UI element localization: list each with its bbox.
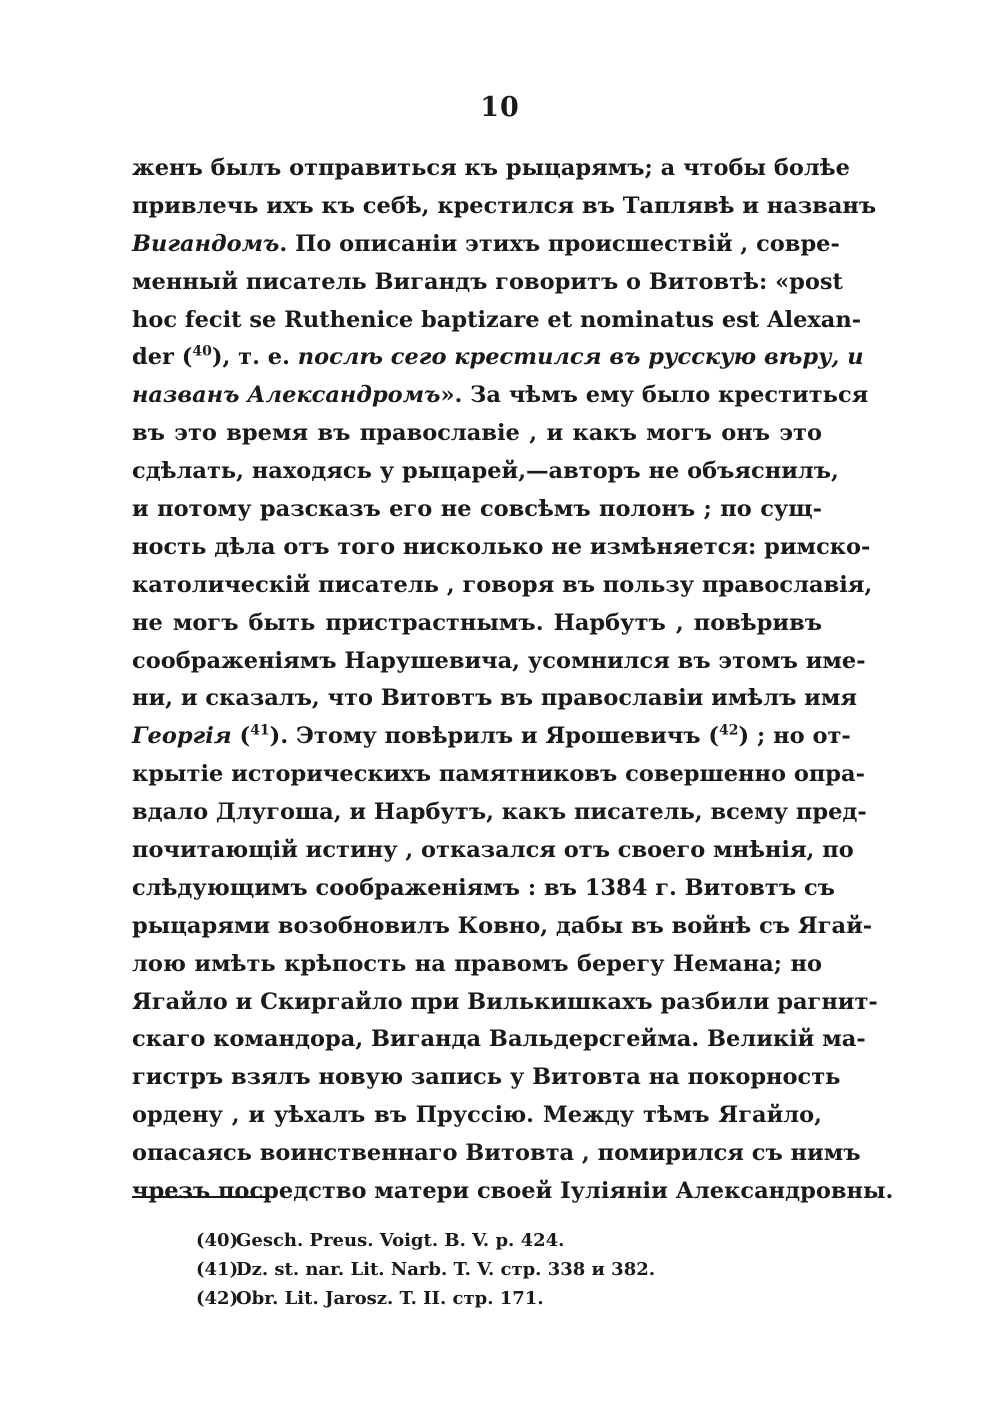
footnote-mark: (41) bbox=[196, 1259, 239, 1280]
footnote-mark: (42) bbox=[196, 1288, 239, 1309]
text-line: лою имѣть крѣпость на правомъ берегу Немана; но bbox=[132, 950, 822, 977]
text-line: соображеніямъ Нарушевича, усомнился въ этомъ име- bbox=[132, 647, 866, 674]
italic-text: Георгія bbox=[132, 723, 232, 750]
text-line: почитающій истину , отказался отъ своего мнѣнія, по bbox=[132, 837, 854, 864]
page-number: 10 bbox=[480, 92, 520, 123]
footnote-text: Gesch. Preus. Voigt. B. V. p. 424. bbox=[236, 1230, 565, 1251]
text-line bbox=[132, 226, 840, 264]
text-line: привлечь ихъ къ себѣ, крестился въ Таплявѣ и названъ bbox=[132, 192, 877, 219]
footnote-ref: 42 bbox=[719, 722, 739, 739]
italic-text: названъ Александромъ bbox=[132, 382, 441, 409]
text-span: ( bbox=[231, 723, 251, 750]
text-line: чрезъ посредство матери своей Іуліяніи Александровны. bbox=[132, 1178, 894, 1205]
text-span: ). Этому повѣрилъ и Ярошевичъ ( bbox=[269, 723, 720, 750]
text-line: менный писатель Вигандъ говоритъ о Витовтѣ: «post bbox=[132, 268, 843, 295]
text-line: hoc fecit se Ruthenice baptizare et nominatus est Alexan- bbox=[132, 306, 862, 333]
text-span: ». За чѣмъ ему было креститься bbox=[440, 382, 869, 409]
footnotes bbox=[196, 1226, 756, 1313]
footnote bbox=[196, 1226, 756, 1255]
text-line: рыцарями возобновилъ Ковно, дабы въ войнѣ съ Ягай- bbox=[132, 912, 873, 939]
footnote-ref: 41 bbox=[250, 722, 270, 739]
text-line: крытіе историческихъ памятниковъ совершенно опра- bbox=[132, 761, 865, 788]
italic-text: послѣ сего крестился въ русскую вѣру, и bbox=[297, 344, 864, 371]
text-line: ордену , и уѣхалъ въ Пруссію. Между тѣмъ Ягайло, bbox=[132, 1102, 822, 1129]
footnote-mark: (40) bbox=[196, 1230, 239, 1251]
text-line: и потому разсказъ его не совсѣмъ полонъ ; по сущ- bbox=[132, 496, 822, 523]
text-line: католическій писатель , говоря въ пользу православія, bbox=[132, 571, 873, 598]
footnote-text: Obr. Lit. Jarosz. T. II. стр. 171. bbox=[236, 1288, 544, 1309]
text-line: не могъ быть пристрастнымъ. Нарбутъ , повѣривъ bbox=[132, 609, 822, 636]
text-line bbox=[132, 339, 864, 377]
text-line: гистръ взялъ новую запись у Витовта на покорность bbox=[132, 1064, 841, 1091]
text-span: ), т. е. bbox=[211, 344, 298, 371]
text-line: опасаясь воинственнаго Витовта , помирился съ нимъ bbox=[132, 1140, 861, 1167]
footnote-divider bbox=[132, 1196, 268, 1198]
italic-text: Вигандомъ bbox=[132, 230, 280, 257]
text-line: ни, и сказалъ, что Витовтъ въ православіи имѣлъ имя bbox=[132, 685, 858, 712]
footnote bbox=[196, 1284, 756, 1313]
footnote bbox=[196, 1255, 756, 1284]
text-line: ность дѣла отъ того нисколько не измѣняется: римско- bbox=[132, 533, 871, 560]
text-span: der ( bbox=[132, 344, 193, 371]
body-text bbox=[132, 150, 894, 1211]
text-line: въ это время въ православіе , и какъ могъ онъ это bbox=[132, 420, 822, 447]
text-line: скаго командора, Виганда Вальдерсгейма. Великій ма- bbox=[132, 1026, 866, 1053]
text-line bbox=[132, 377, 869, 415]
text-line bbox=[132, 718, 851, 756]
text-span: ) ; но от- bbox=[738, 723, 851, 750]
footnote-ref: 40 bbox=[192, 343, 212, 360]
text-line: женъ былъ отправиться къ рыцарямъ; а чтобы болѣе bbox=[132, 155, 850, 181]
text-line: Ягайло и Скиргайло при Вилькишкахъ разбили рагнит- bbox=[132, 988, 878, 1015]
footnote-text: Dz. st. nar. Lit. Narb. T. V. стр. 338 и 382. bbox=[236, 1259, 656, 1280]
text-line: слѣдующимъ соображеніямъ : въ 1384 г. Витовтъ съ bbox=[132, 874, 835, 901]
text-line: вдало Длугоша, и Нарбутъ, какъ писатель, всему пред- bbox=[132, 799, 867, 826]
text-line: сдѣлать, находясь у рыцарей,—авторъ не объяснилъ, bbox=[132, 458, 839, 485]
text-span: . По описаніи этихъ происшествій , совре- bbox=[279, 230, 840, 257]
